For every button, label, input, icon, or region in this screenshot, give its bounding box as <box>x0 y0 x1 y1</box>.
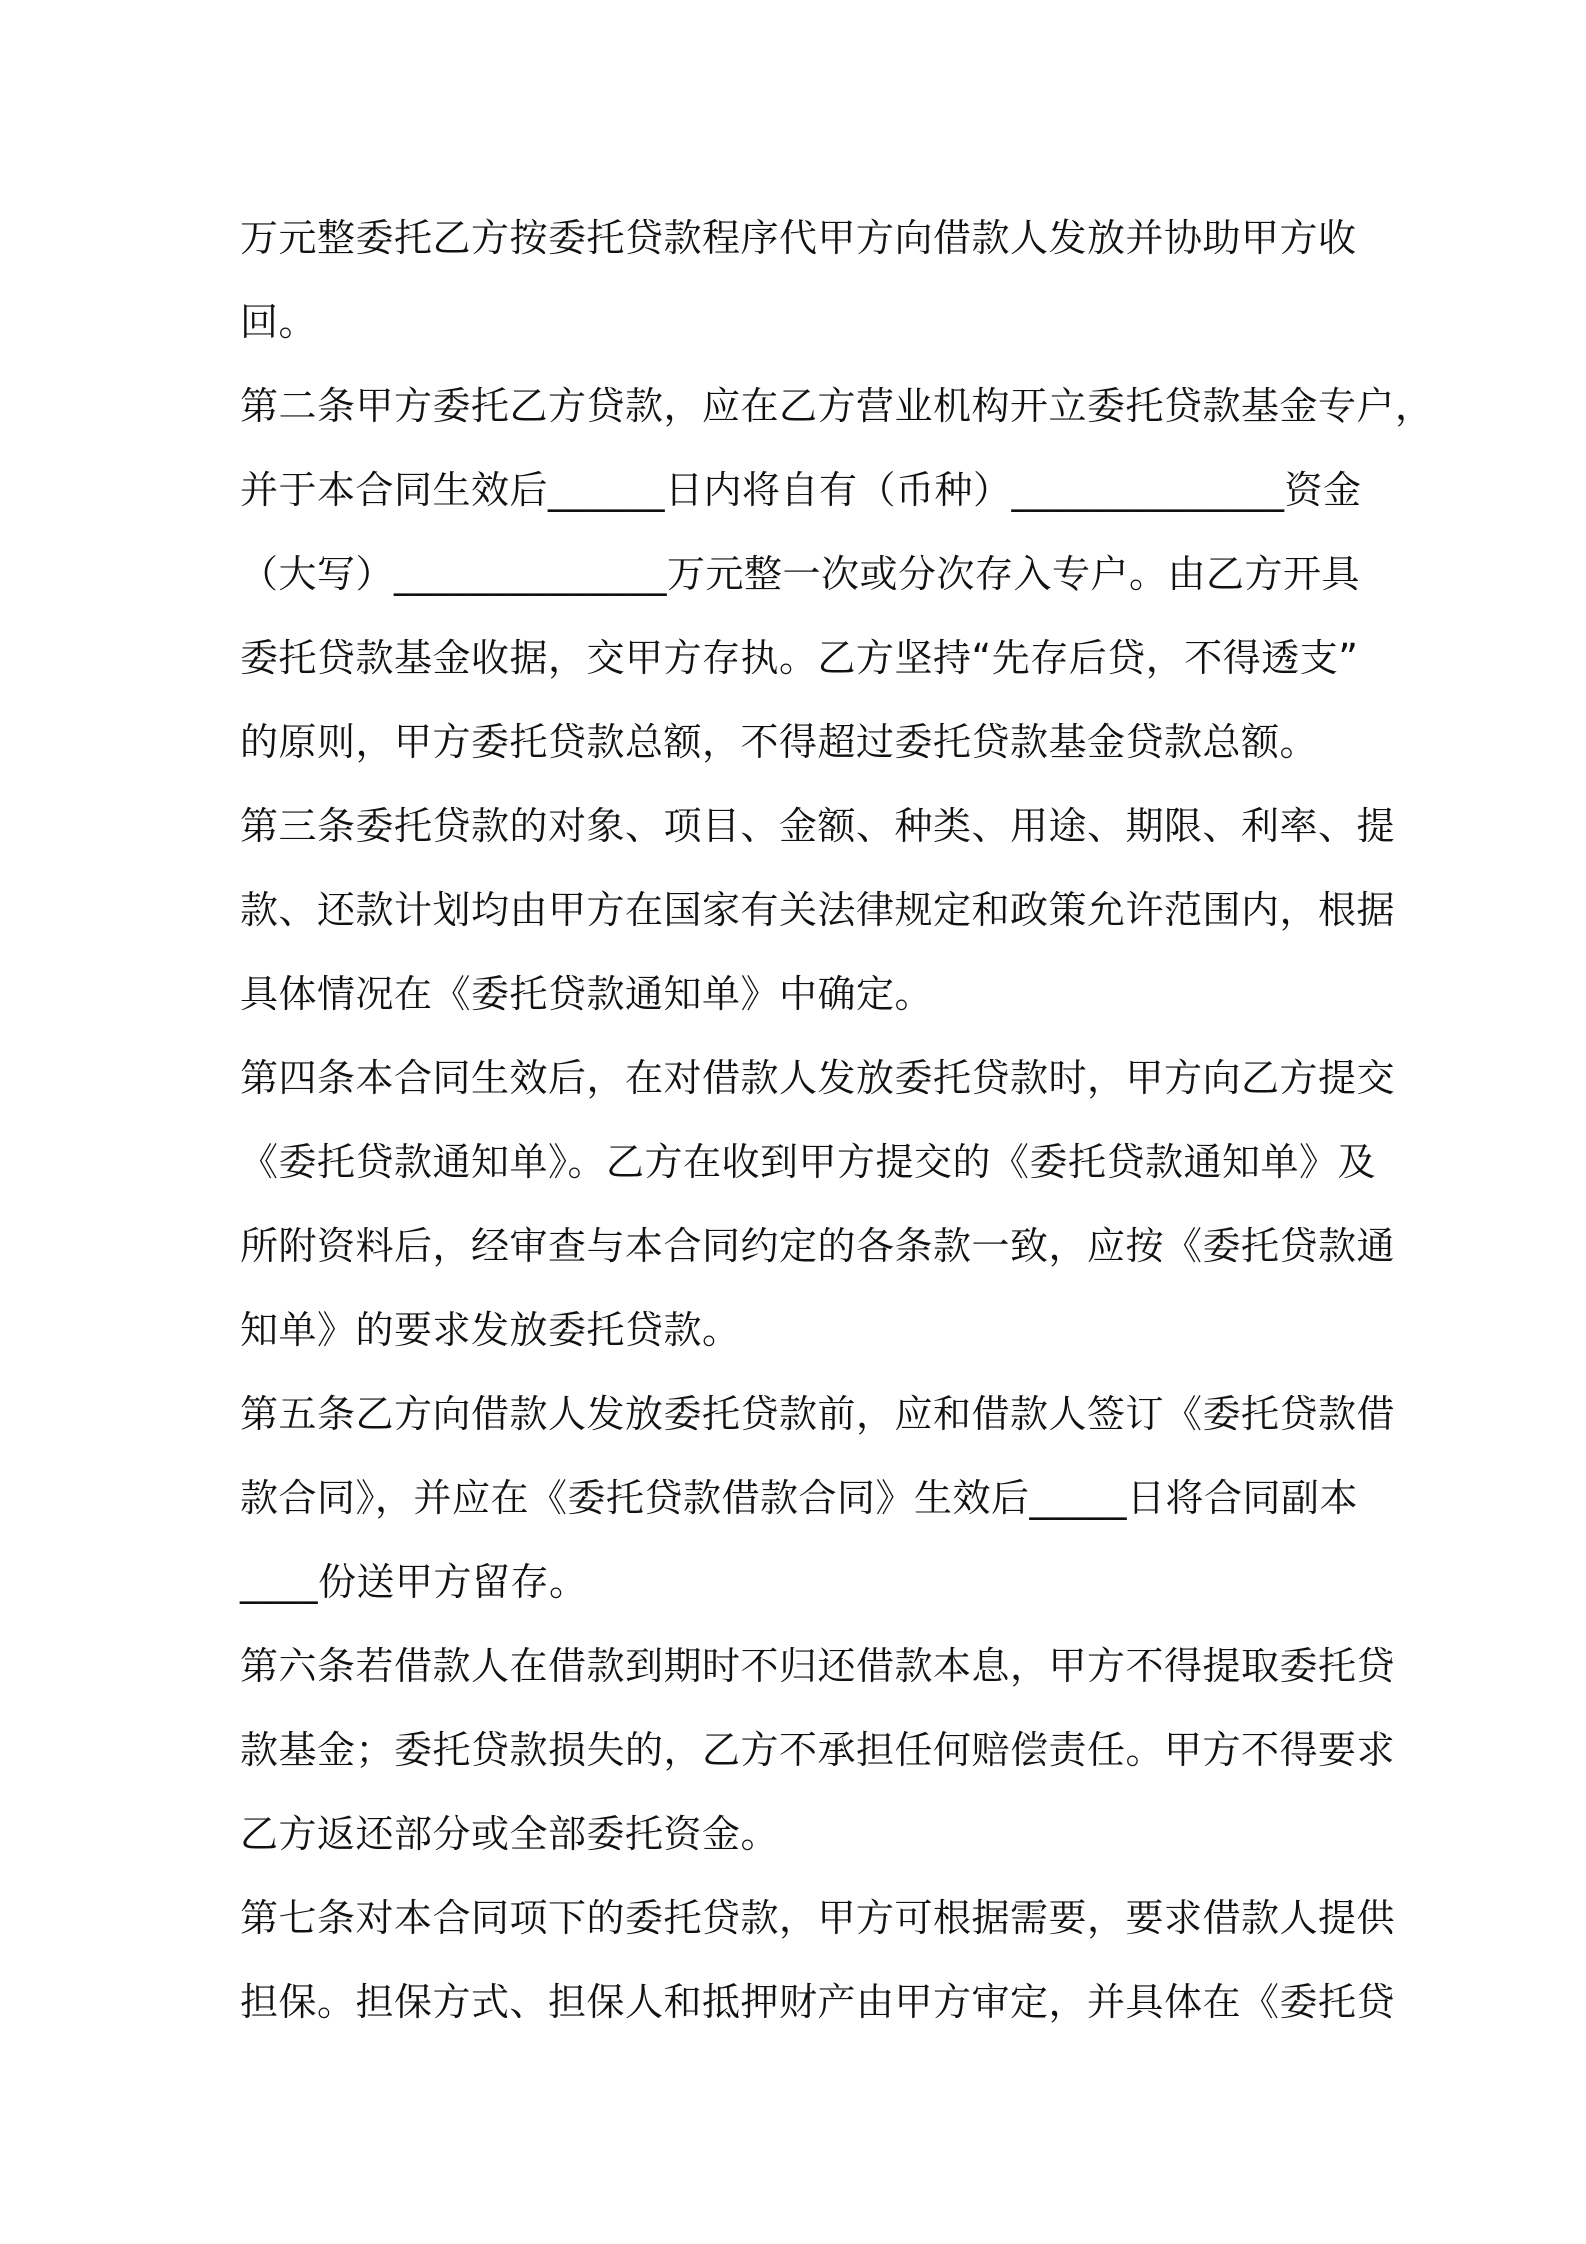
text-line-13: 所附资料后，经审查与本合同约定的各条款一致，应按《委托贷款通 <box>240 1224 1396 1268</box>
text-line-22: 担保。担保方式、担保人和抵押财产由甲方审定，并具体在《委托贷 <box>240 1980 1396 2024</box>
text-line-8: 第三条委托贷款的对象、项目、金额、种类、用途、期限、利率、提 <box>240 804 1396 848</box>
text-line-11: 第四条本合同生效后，在对借款人发放委托贷款时，甲方向乙方提交 <box>240 1056 1396 1100</box>
text-line-3: 第二条甲方委托乙方贷款，应在乙方营业机构开立委托贷款基金专户， <box>240 384 1434 428</box>
text-line-21: 第七条对本合同项下的委托贷款，甲方可根据需要，要求借款人提供 <box>240 1896 1396 1940</box>
text-line-19: 款基金；委托贷款损失的，乙方不承担任何赔偿责任。甲方不得要求 <box>240 1728 1396 1772</box>
text-line-5: （大写）______________万元整一次或分次存入专户。由乙方开具 <box>240 552 1361 596</box>
text-line-4: 并于本合同生效后______日内将自有（币种）______________资金 <box>240 468 1362 512</box>
text-line-2: 回。 <box>240 300 318 344</box>
text-line-9: 款、还款计划均由甲方在国家有关法律规定和政策允许范围内，根据 <box>240 888 1396 932</box>
text-line-12: 《委托贷款通知单》。乙方在收到甲方提交的《委托贷款通知单》及 <box>240 1140 1377 1184</box>
text-line-20: 乙方返还部分或全部委托资金。 <box>240 1812 780 1856</box>
text-line-14: 知单》的要求发放委托贷款。 <box>240 1308 741 1352</box>
text-line-15: 第五条乙方向借款人发放委托贷款前，应和借款人签订《委托贷款借 <box>240 1392 1396 1436</box>
text-line-16: 款合同》，并应在《委托贷款借款合同》生效后_____日将合同副本 <box>240 1476 1359 1520</box>
text-line-7: 的原则，甲方委托贷款总额，不得超过委托贷款基金贷款总额。 <box>240 720 1319 764</box>
text-line-1: 万元整委托乙方按委托贷款程序代甲方向借款人发放并协助甲方收 <box>240 216 1357 260</box>
text-line-10: 具体情况在《委托贷款通知单》中确定。 <box>240 972 934 1016</box>
text-line-6: 委托贷款基金收据，交甲方存执。乙方坚持“先存后贷，不得透支” <box>240 636 1359 680</box>
text-line-17: ____份送甲方留存。 <box>240 1560 588 1604</box>
text-line-18: 第六条若借款人在借款到期时不归还借款本息，甲方不得提取委托贷 <box>240 1644 1396 1688</box>
contract-body <box>240 196 1434 2044</box>
